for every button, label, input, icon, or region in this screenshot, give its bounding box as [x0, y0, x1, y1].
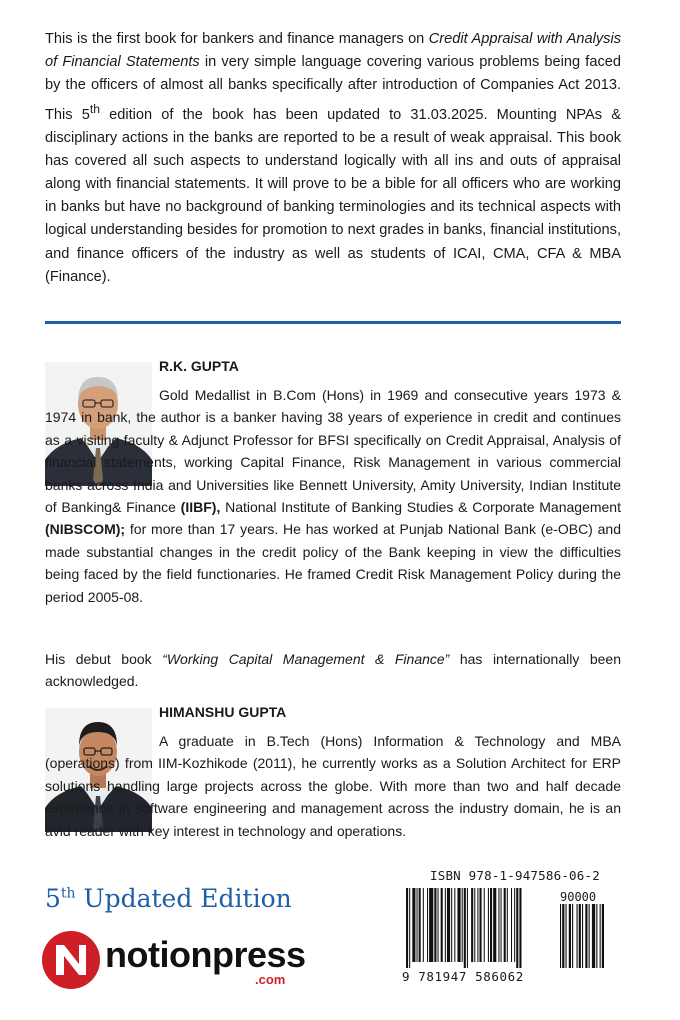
barcode-bar-6 [427, 888, 428, 962]
barcode-bar-30 [507, 888, 508, 962]
barcode-bar-34 [519, 888, 521, 968]
barcode-bar-5 [423, 888, 424, 962]
barcode-addon-bar-43 [585, 904, 587, 968]
barcode-bar-32 [514, 888, 515, 962]
barcode-bar-23 [484, 888, 485, 962]
barcode-bar-1 [409, 888, 410, 968]
notionpress-n-icon [41, 930, 101, 990]
barcode-bar-10 [441, 888, 443, 962]
barcode-bar-33 [516, 888, 518, 968]
barcode-bar-12 [447, 888, 450, 962]
barcode-bar-16 [462, 888, 463, 962]
barcode-addon-bar-47 [600, 904, 601, 968]
section-divider [45, 321, 621, 324]
barcode-bar-8 [434, 888, 436, 962]
barcode-bar-19 [471, 888, 473, 962]
barcode-bar-2 [412, 888, 415, 962]
author-bio-rk-gupta: Gold Medallist in B.Com (Hons) in 1969 and consecutive years 1973 & 1974 in bank, the author is a banker having 38 years of experience in credit and continues as a visiting faculty & Adjunct Professor for BFSI specifically on Credit Appraisal, Analysis of financial statements, working Capital Finance, Risk Management in various commercial banks across India and Universities like Bennett University, Amity University, Indian Institute of Banking& Finance (IIBF), National Institute of Banking Studies & Corporate Management (NIBSCOM); for more than 17 years. He has worked at Punjab National Bank (e-OBC) and made substantial changes in the credit policy of the Bank keeping in view the difficulties being faced by the field functionaries. He framed Credit Risk Management Policy during the period 2005-08. [45, 387, 621, 605]
barcode-bar-28 [501, 888, 502, 962]
barcode-bar-3 [417, 888, 418, 962]
barcode-addon-bar-39 [572, 904, 573, 968]
barcode-bar-4 [419, 888, 421, 962]
barcode-addon-bar-35 [560, 904, 561, 968]
barcode-bar-17 [464, 888, 466, 968]
author-name-rk-gupta: R.K. GUPTA [159, 358, 239, 374]
book-title: Credit Appraisal with Analysis of Financial Statements [45, 31, 621, 71]
barcode-bar-25 [490, 888, 492, 962]
barcode-bar-13 [451, 888, 452, 962]
barcode-addon-bar-42 [582, 904, 583, 968]
edition-label: 5th Updated Edition [45, 884, 292, 913]
barcode-bar-9 [438, 888, 439, 962]
barcode-bar-24 [488, 888, 489, 962]
barcode-bar-20 [474, 888, 475, 962]
isbn-number: ISBN 978-1-947586-06-2 [430, 868, 600, 883]
author-name-himanshu-gupta: HIMANSHU GUPTA [159, 704, 287, 720]
barcode-addon-bar-40 [577, 904, 578, 968]
ean-number: 9 781947 586062 [402, 969, 524, 984]
barcode-bar-18 [467, 888, 468, 968]
barcode-bar-15 [457, 888, 460, 962]
barcode-bar-11 [445, 888, 446, 962]
barcode-bar-22 [480, 888, 482, 962]
barcode-bar-31 [511, 888, 512, 962]
isbn-barcode [400, 868, 622, 988]
debut-book-note: His debut book “Working Capital Management & Finance” has internationally been acknowledged. [45, 651, 621, 690]
price-code: 90000 [560, 890, 597, 904]
barcode-bar-7 [429, 888, 433, 962]
publisher-domain: .com [255, 972, 286, 987]
barcode-addon-bar-37 [566, 904, 567, 968]
barcode-bar-26 [493, 888, 496, 962]
publisher-logo [41, 928, 306, 992]
barcode-addon-bar-38 [569, 904, 571, 968]
author-bio-himanshu-gupta: A graduate in B.Tech (Hons) Information & Technology and MBA (operations) from IIM-Kozhikode (2011), he currently works as a Solution Architect for ERP solutions handling large projects across the globe. With more than two and half decade experience in software engineering and management across the industry domain, he is an avid reader with key interest in technology and operations. [45, 733, 621, 839]
barcode-bar-29 [504, 888, 506, 962]
barcode-addon-bar-48 [602, 904, 604, 968]
barcode-bar-14 [454, 888, 455, 962]
book-description: This is the first book for bankers and finance managers on Credit Appraisal with Analysis of Financial Statements in very simple language covering various problems being faced by the officers of almost all banks specifically after introduction of Companies Act 2013. This 5th edition of the book has been updated to 31.03.2025. Mounting NPAs & disciplinary actions in the banks are reported to be a result of weak appraisal. This book has covered all such aspects to understand logically with all ins and outs of appraisal along with financial statements. It will prove to be a bible for all officers who are working in banks but have no background of banking terminologies and its technical aspects with logical understanding besides for promotion to next grades in banks, financial institutions, and finance officers of the industry as well as students of ICAI, CMA, CFA & MBA (Finance). [45, 31, 621, 285]
barcode-addon-bar-46 [596, 904, 597, 968]
barcode-bar-0 [406, 888, 408, 968]
debut-book-title: “Working Capital Management & Finance” [162, 651, 450, 667]
barcode-bar-27 [498, 888, 499, 962]
publisher-name: notionpress [105, 934, 306, 975]
barcode-addon-bar-44 [589, 904, 590, 968]
barcode-addon-bar-41 [579, 904, 581, 968]
barcode-addon-bar-36 [562, 904, 564, 968]
barcode-bar-21 [477, 888, 478, 962]
barcode-addon-bar-45 [592, 904, 595, 968]
barcode-bars [400, 870, 622, 970]
